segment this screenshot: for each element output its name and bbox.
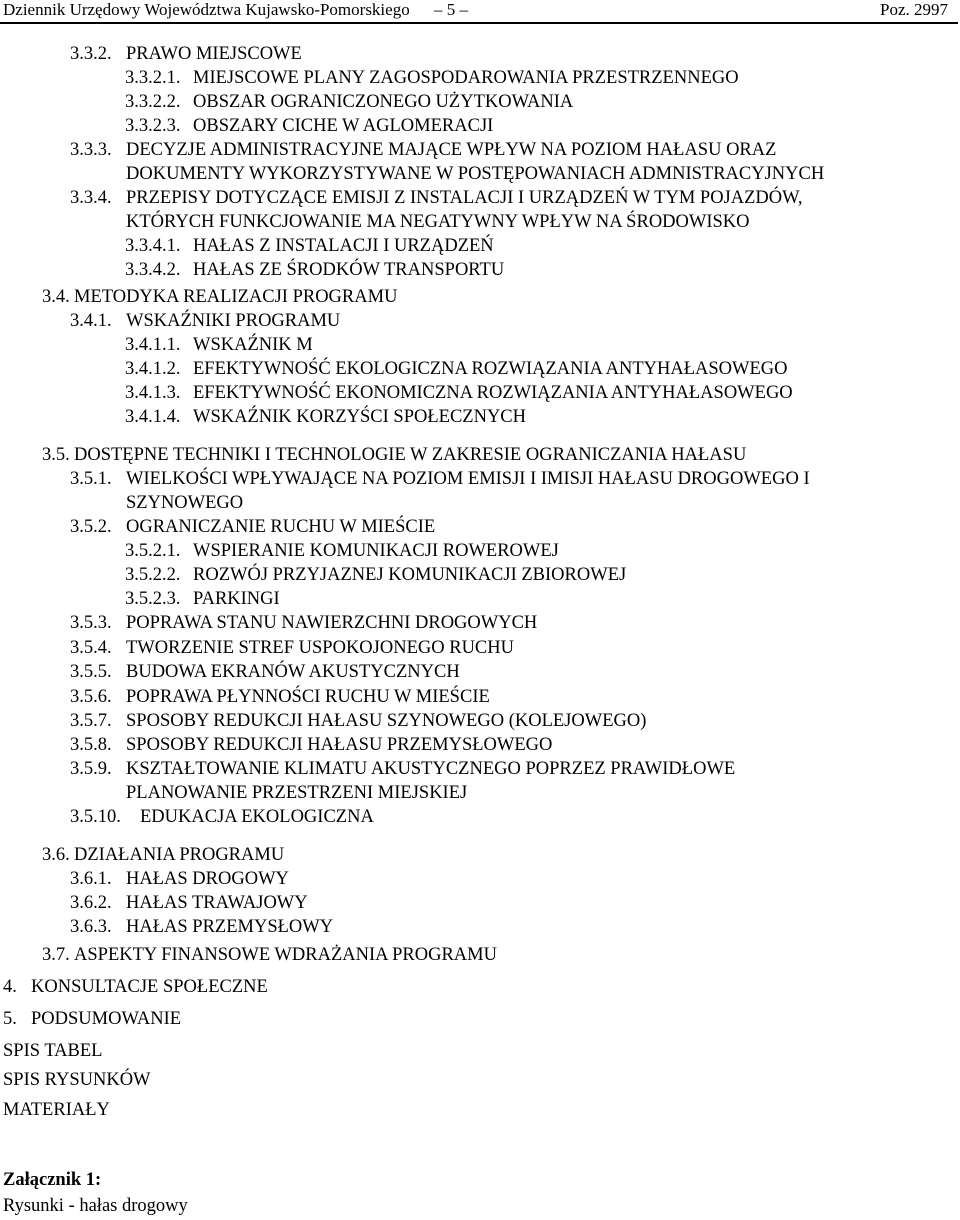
toc-entry-title: DECYZJE ADMINISTRACYJNE MAJĄCE WPŁYW NA POZIOM HAŁASU ORAZ bbox=[126, 140, 777, 160]
toc-entry-title: MATERIAŁY bbox=[3, 1100, 110, 1120]
toc-entry-number: 3.3.4. bbox=[70, 188, 112, 208]
toc-entry-number: 4. bbox=[3, 977, 17, 997]
journal-title: Dziennik Urzędowy Województwa Kujawsko-Pomorskiego bbox=[3, 0, 410, 19]
toc-entry-title: BUDOWA EKRANÓW AKUSTYCZNYCH bbox=[126, 662, 460, 682]
toc-entry-title: HAŁAS Z INSTALACJI I URZĄDZEŃ bbox=[193, 236, 494, 256]
toc-entry-title: METODYKA REALIZACJI PROGRAMU bbox=[74, 287, 398, 307]
toc-entry-number: 3.6.3. bbox=[70, 917, 112, 937]
toc-entry-title: DZIAŁANIA PROGRAMU bbox=[74, 845, 285, 865]
toc-entry-number: 3.5.5. bbox=[70, 662, 112, 682]
toc-entry-title: TWORZENIE STREF USPOKOJONEGO RUCHU bbox=[126, 638, 514, 658]
toc-entry-number: 3.5.2.3. bbox=[125, 589, 181, 609]
toc-entry-number: 3.5.3. bbox=[70, 613, 112, 633]
toc-entry-title-continuation: SZYNOWEGO bbox=[126, 493, 244, 513]
toc-entry-number: 3.4.1.4. bbox=[125, 407, 181, 427]
toc-entry-title: SPIS TABEL bbox=[3, 1041, 103, 1061]
toc-entry-number: 5. bbox=[3, 1009, 17, 1029]
toc-entry-title-continuation: KTÓRYCH FUNKCJOWANIE MA NEGATYWNY WPŁYW NA ŚRODOWISKO bbox=[126, 212, 750, 232]
toc-entry-number: 3.5.10. bbox=[70, 807, 121, 827]
toc-entry-title: HAŁAS DROGOWY bbox=[126, 869, 289, 889]
toc-entry-title: WSKAŹNIK M bbox=[193, 335, 313, 355]
toc-entry-title: HAŁAS ZE ŚRODKÓW TRANSPORTU bbox=[193, 260, 505, 280]
toc-entry-title-continuation: PLANOWANIE PRZESTRZENI MIEJSKIEJ bbox=[126, 783, 468, 803]
toc-entry-title: PODSUMOWANIE bbox=[31, 1009, 182, 1029]
toc-entry-number: 3.3.4.1. bbox=[125, 236, 181, 256]
toc-entry-title: KONSULTACJE SPOŁECZNE bbox=[31, 977, 268, 997]
toc-entry-number: 3.4.1.1. bbox=[125, 335, 181, 355]
toc-entry-title: HAŁAS PRZEMYSŁOWY bbox=[126, 917, 334, 937]
toc-entry-title: SPIS RYSUNKÓW bbox=[3, 1070, 151, 1090]
toc-entry-title: POPRAWA PŁYNNOŚCI RUCHU W MIEŚCIE bbox=[126, 687, 490, 707]
toc-entry-number: 3.6. bbox=[42, 845, 70, 865]
toc-entry-number: 3.5.2. bbox=[70, 517, 112, 537]
toc-entry-number: 3.5. bbox=[42, 445, 70, 465]
toc-entry-title: ASPEKTY FINANSOWE WDRAŻANIA PROGRAMU bbox=[74, 945, 497, 965]
toc-entry-title: KSZTAŁTOWANIE KLIMATU AKUSTYCZNEGO POPRZEZ PRAWIDŁOWE bbox=[126, 759, 736, 779]
toc-entry-number: 3.3.2.1. bbox=[125, 68, 181, 88]
toc-entry-number: 3.5.9. bbox=[70, 759, 112, 779]
toc-entry-number: 3.4. bbox=[42, 287, 70, 307]
toc-entry-number: 3.4.1. bbox=[70, 311, 112, 331]
toc-entry-number: 3.5.2.2. bbox=[125, 565, 181, 585]
toc-entry-number: 3.5.1. bbox=[70, 469, 112, 489]
toc-entry-title: WSKAŹNIK KORZYŚCI SPOŁECZNYCH bbox=[193, 407, 527, 427]
toc-entry-title: PRZEPISY DOTYCZĄCE EMISJI Z INSTALACJI I URZĄDZEŃ W TYM POJAZDÓW, bbox=[126, 188, 803, 208]
toc-entry-number: 3.3.4.2. bbox=[125, 260, 181, 280]
toc-entry-title: HAŁAS TRAWAJOWY bbox=[126, 893, 308, 913]
toc-entry-title: OGRANICZANIE RUCHU W MIEŚCIE bbox=[126, 517, 436, 537]
toc-entry-number: 3.6.1. bbox=[70, 869, 112, 889]
toc-entry-number: 3.4.1.2. bbox=[125, 359, 181, 379]
annex-title: Załącznik 1: bbox=[3, 1170, 102, 1190]
toc-entry-title: EDUKACJA EKOLOGICZNA bbox=[140, 807, 374, 827]
toc-entry-number: 3.5.4. bbox=[70, 638, 112, 658]
toc-entry-number: 3.6.2. bbox=[70, 893, 112, 913]
toc-entry-number: 3.4.1.3. bbox=[125, 383, 181, 403]
toc-entry-title: EFEKTYWNOŚĆ EKOLOGICZNA ROZWIĄZANIA ANTYHAŁASOWEGO bbox=[193, 359, 788, 379]
toc-entry-title: OBSZARY CICHE W AGLOMERACJI bbox=[193, 116, 494, 136]
toc-entry-title: POPRAWA STANU NAWIERZCHNI DROGOWYCH bbox=[126, 613, 538, 633]
annex-description: Rysunki - hałas drogowy bbox=[3, 1196, 188, 1216]
toc-entry-number: 3.5.6. bbox=[70, 687, 112, 707]
toc-entry-title: SPOSOBY REDUKCJI HAŁASU PRZEMYSŁOWEGO bbox=[126, 735, 553, 755]
toc-entry-title: WSPIERANIE KOMUNIKACJI ROWEROWEJ bbox=[193, 541, 559, 561]
toc-entry-number: 3.5.2.1. bbox=[125, 541, 181, 561]
toc-entry-title: SPOSOBY REDUKCJI HAŁASU SZYNOWEGO (KOLEJOWEGO) bbox=[126, 711, 647, 731]
toc-entry-number: 3.3.2. bbox=[70, 44, 112, 64]
toc-entry-number: 3.7. bbox=[42, 945, 70, 965]
toc-entry-number: 3.5.8. bbox=[70, 735, 112, 755]
page-number: – 5 – bbox=[434, 0, 468, 19]
toc-entry-title: DOSTĘPNE TECHNIKI I TECHNOLOGIE W ZAKRESIE OGRANICZANIA HAŁASU bbox=[74, 445, 747, 465]
toc-entry-title: WIELKOŚCI WPŁYWAJĄCE NA POZIOM EMISJI I IMISJI HAŁASU DROGOWEGO I bbox=[126, 469, 810, 489]
toc-entry-number: 3.5.7. bbox=[70, 711, 112, 731]
toc-entry-number: 3.3.2.3. bbox=[125, 116, 181, 136]
toc-entry-title: PARKINGI bbox=[193, 589, 280, 609]
toc-entry-number: 3.3.2.2. bbox=[125, 92, 181, 112]
toc-entry-title: ROZWÓJ PRZYJAZNEJ KOMUNIKACJI ZBIOROWEJ bbox=[193, 565, 627, 585]
toc-entry-title: OBSZAR OGRANICZONEGO UŻYTKOWANIA bbox=[193, 92, 574, 112]
toc-entry-title: WSKAŹNIKI PROGRAMU bbox=[126, 311, 341, 331]
toc-entry-title: PRAWO MIEJSCOWE bbox=[126, 44, 302, 64]
position-number: Poz. 2997 bbox=[880, 0, 948, 19]
toc-entry-number: 3.3.3. bbox=[70, 140, 112, 160]
toc-entry-title: MIEJSCOWE PLANY ZAGOSPODAROWANIA PRZESTRZENNEGO bbox=[193, 68, 739, 88]
toc-entry-title-continuation: DOKUMENTY WYKORZYSTYWANE W POSTĘPOWANIACH ADMNISTRACYJNYCH bbox=[126, 164, 825, 184]
toc-entry-title: EFEKTYWNOŚĆ EKONOMICZNA ROZWIĄZANIA ANTYHAŁASOWEGO bbox=[193, 383, 793, 403]
